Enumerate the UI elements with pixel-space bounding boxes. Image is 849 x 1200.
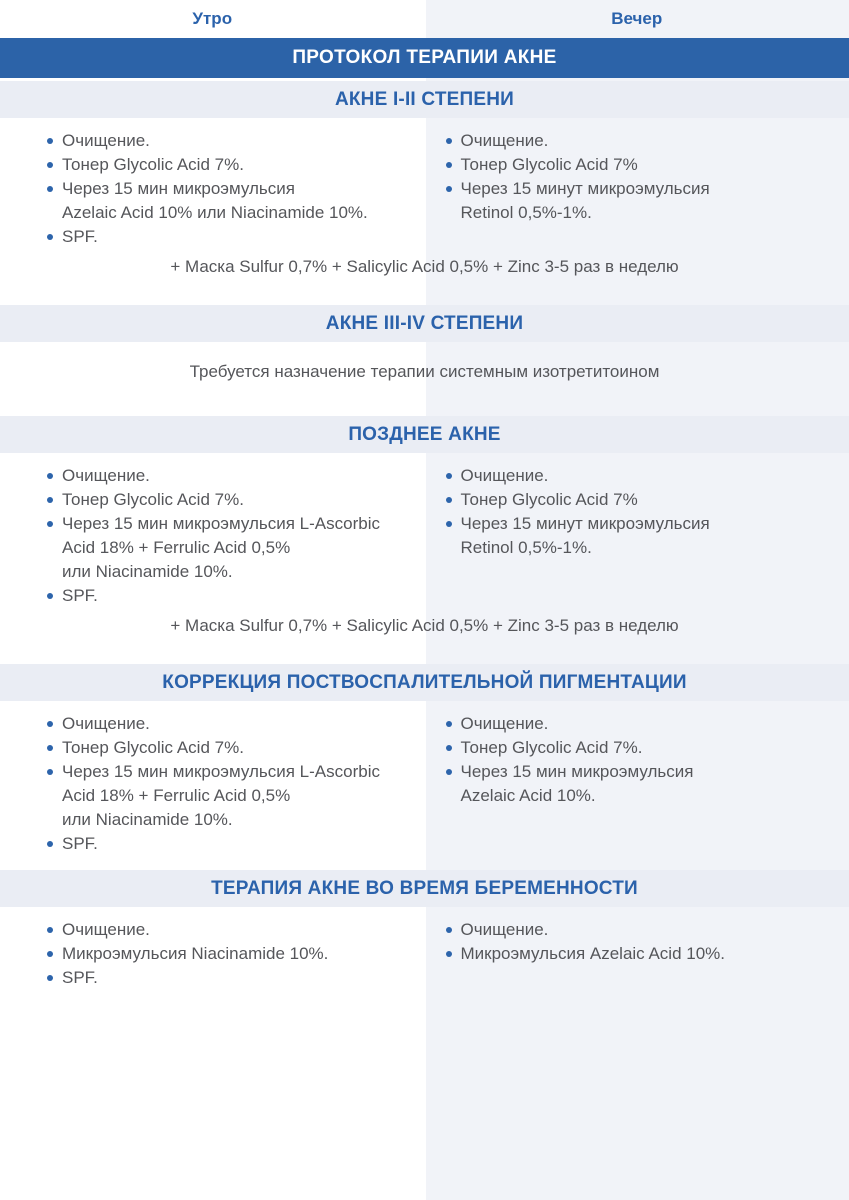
section-text-acne-3-4: Требуется назначение терапии системным изотретитоином: [189, 362, 660, 381]
column-morning-acne-1-2: [0, 129, 425, 249]
routine-step: [46, 736, 407, 760]
column-evening-acne-1-2: [425, 129, 849, 249]
routine-step-line: Retinol 0,5%-1%.: [460, 203, 592, 222]
routine-step-line: Через 15 мин микроэмульсия: [62, 179, 295, 198]
section-header-late-acne: ПОЗДНЕЕ АКНЕ: [0, 416, 849, 453]
bullet-icon: [446, 521, 452, 527]
routine-step: [445, 760, 832, 808]
section-note-late-acne: + Маска Sulfur 0,7% + Salicylic Acid 0,5% + Zinc 3-5 раз в неделю: [170, 616, 679, 635]
routine-step-line: Acid 18% + Ferrulic Acid 0,5%: [62, 538, 291, 557]
protocol-title: ПРОТОКОЛ ТЕРАПИИ АКНЕ: [0, 38, 849, 78]
sections-container: [0, 81, 849, 1004]
routine-step-line: Очищение.: [62, 920, 150, 939]
routine-step-line: SPF.: [62, 227, 98, 246]
routine-step-line: Через 15 мин микроэмульсия: [460, 762, 694, 781]
routine-step: [445, 153, 832, 177]
section-header-acne-3-4: АКНЕ III-IV СТЕПЕНИ: [0, 305, 849, 342]
routine-step-line: Azelaic Acid 10% или Niacinamide 10%.: [62, 203, 368, 222]
column-evening-pigmentation: [425, 712, 849, 856]
bullet-icon: [446, 951, 452, 957]
routine-step-line: Retinol 0,5%-1%.: [460, 538, 592, 557]
routine-step-line: Тонер Glycolic Acid 7%.: [460, 738, 643, 757]
bullet-icon: [446, 473, 452, 479]
routine-step-line: Очищение.: [460, 920, 549, 939]
column-morning-pregnancy: [0, 918, 425, 990]
routine-step: [46, 464, 407, 488]
bullet-icon: [446, 497, 452, 503]
section-columns-pigmentation: [0, 701, 849, 870]
bullet-icon: [47, 186, 53, 192]
section-header-acne-1-2: АКНЕ I-II СТЕПЕНИ: [0, 81, 849, 118]
routine-step-line: SPF.: [62, 968, 98, 987]
column-header-row: [0, 0, 849, 38]
bullet-icon: [47, 951, 53, 957]
section-columns-acne-1-2: [0, 118, 849, 249]
routine-step-line: или Niacinamide 10%.: [62, 810, 233, 829]
bullet-icon: [446, 721, 452, 727]
section-columns-late-acne: [0, 453, 849, 608]
bullet-icon: [47, 769, 53, 775]
routine-step-line: Через 15 мин микроэмульсия L-Ascorbic: [62, 514, 380, 533]
bullet-icon: [47, 521, 53, 527]
routine-step: [445, 129, 832, 153]
bullet-icon: [47, 841, 53, 847]
routine-step: [46, 966, 407, 990]
routine-step-line: Через 15 мин микроэмульсия L-Ascorbic: [62, 762, 380, 781]
routine-step: [445, 512, 832, 560]
routine-step-line: SPF.: [62, 834, 98, 853]
bullet-icon: [446, 138, 452, 144]
routine-step-line: Через 15 минут микроэмульсия: [460, 179, 710, 198]
routine-step: [46, 760, 407, 832]
routine-step: [46, 512, 407, 584]
routine-step-line: Тонер Glycolic Acid 7%.: [62, 490, 244, 509]
section-header-pregnancy: ТЕРАПИЯ АКНЕ ВО ВРЕМЯ БЕРЕМЕННОСТИ: [0, 870, 849, 907]
routine-step: [46, 177, 407, 225]
routine-step: [445, 464, 832, 488]
bullet-icon: [446, 162, 452, 168]
routine-step-line: Микроэмульсия Azelaic Acid 10%.: [460, 944, 726, 963]
routine-step-line: Очищение.: [62, 466, 150, 485]
bullet-icon: [446, 745, 452, 751]
routine-step: [445, 712, 832, 736]
routine-step-line: Через 15 минут микроэмульсия: [460, 514, 710, 533]
bullet-icon: [47, 234, 53, 240]
routine-step: [445, 918, 832, 942]
column-evening-pregnancy: [425, 918, 849, 990]
bullet-icon: [47, 975, 53, 981]
column-header-evening: Вечер: [611, 9, 663, 28]
routine-step: [46, 832, 407, 856]
routine-step: [46, 488, 407, 512]
routine-step: [46, 584, 407, 608]
bullet-icon: [47, 162, 53, 168]
routine-step-line: Azelaic Acid 10%.: [460, 786, 596, 805]
routine-step-line: Очищение.: [460, 714, 549, 733]
routine-step-line: Тонер Glycolic Acid 7%: [460, 490, 638, 509]
bullet-icon: [47, 927, 53, 933]
routine-step-line: Очищение.: [62, 131, 150, 150]
bullet-icon: [47, 497, 53, 503]
routine-step: [445, 942, 832, 966]
column-header-morning: Утро: [192, 9, 233, 28]
section-header-pigmentation: КОРРЕКЦИЯ ПОСТВОСПАЛИТЕЛЬНОЙ ПИГМЕНТАЦИИ: [0, 664, 849, 701]
section-columns-pregnancy: [0, 907, 849, 1004]
column-evening-late-acne: [425, 464, 849, 608]
bullet-icon: [47, 721, 53, 727]
column-morning-pigmentation: [0, 712, 425, 856]
bullet-icon: [446, 769, 452, 775]
routine-step-line: Тонер Glycolic Acid 7%.: [62, 155, 244, 174]
bullet-icon: [446, 186, 452, 192]
routine-step: [46, 225, 407, 249]
routine-step-line: или Niacinamide 10%.: [62, 562, 233, 581]
routine-step: [46, 129, 407, 153]
routine-step: [46, 712, 407, 736]
routine-step-line: Тонер Glycolic Acid 7%: [460, 155, 638, 174]
routine-step: [445, 736, 832, 760]
routine-step-line: Микроэмульсия Niacinamide 10%.: [62, 944, 329, 963]
routine-step: [46, 153, 407, 177]
bullet-icon: [47, 138, 53, 144]
bullet-icon: [47, 473, 53, 479]
routine-step-line: Acid 18% + Ferrulic Acid 0,5%: [62, 786, 291, 805]
column-morning-late-acne: [0, 464, 425, 608]
routine-step: [46, 918, 407, 942]
routine-step-line: Очищение.: [460, 131, 549, 150]
routine-step: [445, 177, 832, 225]
routine-step-line: SPF.: [62, 586, 98, 605]
bullet-icon: [47, 593, 53, 599]
routine-step: [46, 942, 407, 966]
routine-step-line: Очищение.: [460, 466, 549, 485]
bullet-icon: [446, 927, 452, 933]
routine-step-line: Тонер Glycolic Acid 7%.: [62, 738, 244, 757]
routine-step-line: Очищение.: [62, 714, 150, 733]
bullet-icon: [47, 745, 53, 751]
routine-step: [445, 488, 832, 512]
section-note-acne-1-2: + Маска Sulfur 0,7% + Salicylic Acid 0,5% + Zinc 3-5 раз в неделю: [170, 257, 679, 276]
